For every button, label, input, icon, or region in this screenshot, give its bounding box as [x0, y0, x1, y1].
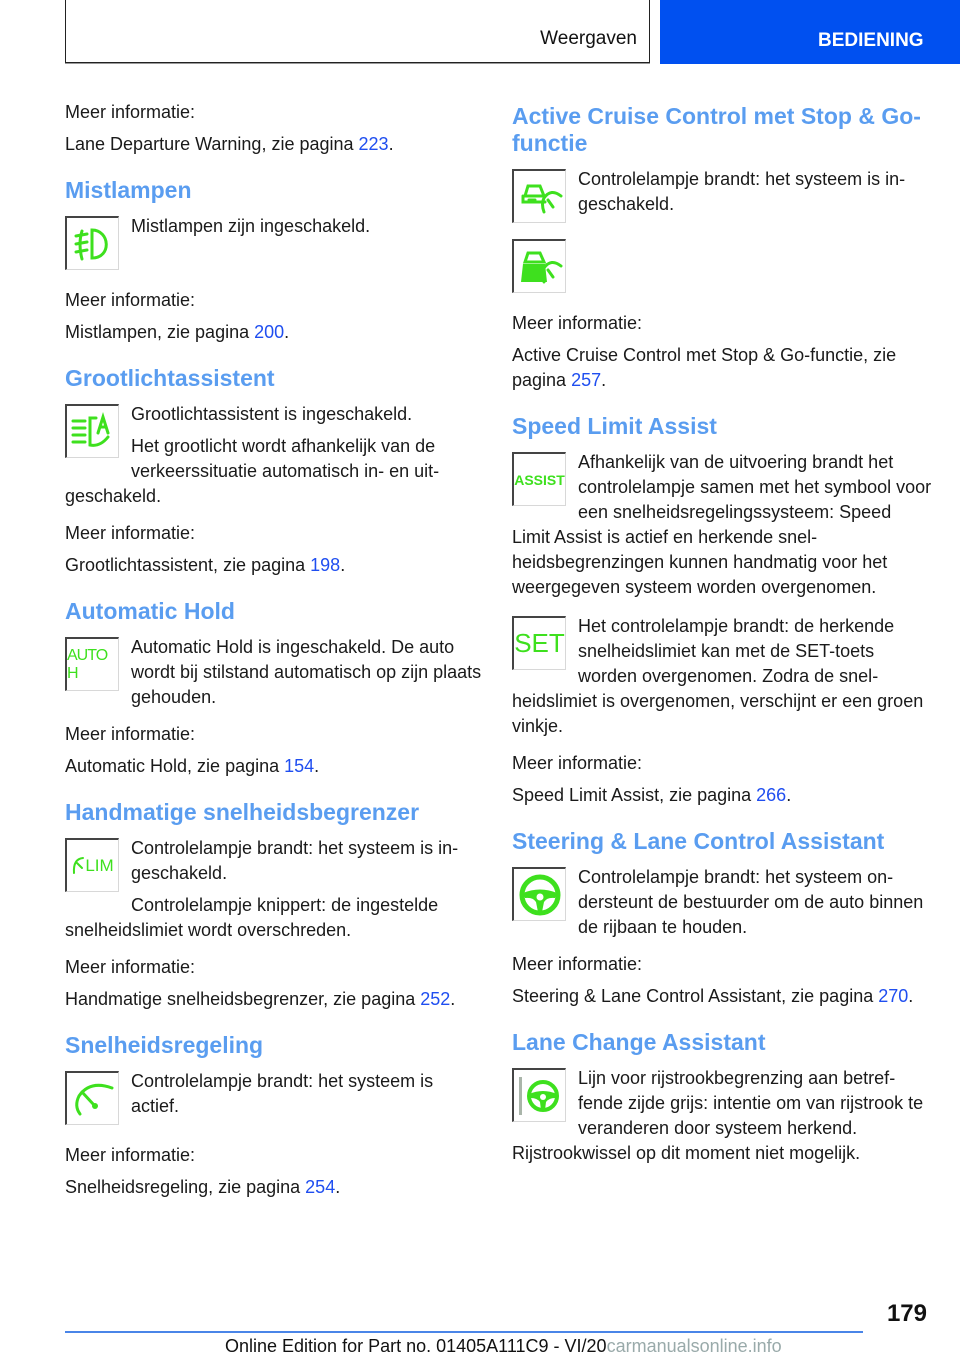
footer: [225, 1336, 782, 1357]
high-beam-assistant-icon: [65, 404, 119, 458]
right-column: Active Cruise Control met Stop & Go-functie Controlelampje brandt: het systeem is ingeschakeld. Meer informatie: Active Cruise Control met Stop & Go-functie, zie pagina 257. Speed Limit Assist ASSIST Afhankelijk van de uitvoering brandt het controlelampje samen met het symbool voor een snelheidsregelingssysteem: Speed Limit Assist is actief en herkende snelheidsbegrenzingen kunnen handmatig voor het weergegeven systeem worden overgenomen. SET Het controlelampje brandt: de herkende snelheidslimiet kan met de SET-toets worden overgenomen. Zodra de snelheidslimiet is overgenomen, verschijnt er een groen vinkje. Meer informatie: Speed Limit Assist, zie pagina 266. Steering & Lane Control Assistant Controlelampje brandt: het systeem ondersteunt de bestuurder om de auto binnen de rijbaan te houden. Meer informatie: Steering & Lane Control Assistant, zie pagina 270. Lane Change Assistant Lijn voor rijstrookbegrenzing aan betreffende zijde grijs: intentie om van rijstrook te veranderen door systeem herkend. Rijstrookwissel op dit moment niet mogelijk.: [512, 100, 932, 1174]
header-chapter-tab: [660, 0, 960, 64]
indicator-entry: Controlelampje brandt: het systeem is ingeschakeld.: [512, 167, 932, 229]
page-reference: Handmatige snelheidsbegrenzer, zie pagina 252.: [65, 989, 456, 1009]
section-title: Weergaven: [540, 28, 637, 49]
section-heading-acc: Active Cruise Control met Stop & Go-functie: [512, 103, 921, 156]
section-heading-steering-lane-control: Steering & Lane Control Assistant: [512, 828, 885, 854]
acc-icon: [512, 169, 566, 223]
page-link[interactable]: 154: [284, 756, 315, 776]
page-link[interactable]: 200: [254, 322, 285, 342]
indicator-entry: LIM Controlelampje brandt: het systeem is ingeschakeld. Controlelampje knippert: de ingestelde snelheidslimiet wordt overschreden.: [65, 838, 459, 940]
left-column: Meer informatie: Lane Departure Warning, zie pagina 223. Mistlampen Mistlampen zijn ingeschakeld. Meer informatie: Mistlampen, zie pagina 200. Grootlichtassistent Grootlichtassistent is ingeschakeld. Het grootlicht wordt afhankelijk van de verkeerssituatie automatisch in- en uitgeschakeld. Meer informatie: Grootlichtassistent, zie pagina 198. Automatic Hold AUTO H Automatic Hold is ingeschakeld. De auto wordt bij stilstand automatisch op zijn plaats gehouden. Meer informatie: Automatic Hold, zie pagina 154. Handmatige snelheidsbegrenzer LIM Controlelampje brandt: het systeem is ingeschakeld. Controlelampje knippert: de ingestelde snelheidslimiet wordt overschreden. Meer informatie: Handmatige snelheidsbegrenzer, zie pagina 252. Snelheidsregeling Controlelampje brandt: het systeem is actief. Meer informatie: Snelheidsregeling, zie pagina 254.: [65, 100, 483, 1200]
page-link[interactable]: 270: [878, 986, 909, 1006]
page-reference: Mistlampen, zie pagina 200.: [65, 322, 290, 342]
section-heading-lane-change-assistant: Lane Change Assistant: [512, 1029, 766, 1055]
page-link[interactable]: 198: [310, 555, 341, 575]
indicator-entry: Controlelampje brandt: het systeem ondersteunt de bestuurder om de auto binnen de rijbaan te houden.: [512, 865, 932, 940]
page-reference: Active Cruise Control met Stop & Go-functie, zie pagina 257.: [512, 345, 897, 390]
page-number: 179: [886, 1300, 927, 1327]
indicator-entry: [512, 237, 932, 299]
page-link[interactable]: 266: [756, 785, 787, 805]
page-link[interactable]: 257: [571, 370, 602, 390]
chapter-title: BEDIENING: [818, 30, 924, 51]
section-heading-speed-limiter: Handmatige snelheidsbegrenzer: [65, 799, 420, 825]
cruise-control-icon: [65, 1071, 119, 1125]
page-reference: Grootlichtassistent, zie pagina 198.: [65, 555, 346, 575]
watermark: carmanualsonline.info: [606, 1336, 782, 1356]
indicator-entry: Mistlampen zijn ingeschakeld.: [65, 214, 483, 276]
speed-limiter-icon: LIM: [65, 838, 119, 892]
section-heading-mistlampen: Mistlampen: [65, 177, 192, 203]
steering-wheel-icon: [512, 867, 566, 921]
indicator-entry: AUTO H Automatic Hold is ingeschakeld. De auto wordt bij stilstand automatisch op zijn plaats gehouden.: [67, 637, 482, 707]
header-section-tab: [65, 0, 650, 63]
section-heading-grootlichtassistent: Grootlichtassistent: [65, 365, 275, 391]
auto-hold-icon: AUTO H: [65, 637, 119, 691]
page-reference: Automatic Hold, zie pagina 154.: [65, 756, 320, 776]
lane-change-steering-icon: [512, 1068, 566, 1122]
page-reference: Speed Limit Assist, zie pagina 266.: [512, 785, 792, 805]
assist-icon: ASSIST: [512, 452, 566, 506]
page-link[interactable]: 223: [358, 134, 389, 154]
page-link[interactable]: 254: [305, 1177, 336, 1197]
set-icon: SET: [512, 616, 566, 670]
footer-divider: [65, 1331, 863, 1333]
indicator-entry: SET Het controlelampje brandt: de herkende snelheidslimiet kan met de SET-toets worden overgenomen. Zodra de snelheidslimiet is overgenomen, verschijnt er een groen vinkje.: [512, 616, 924, 736]
indicator-entry: Lijn voor rijstrookbegrenzing aan betreffende zijde grijs: intentie om van rijstrook te veranderen door systeem herkend. Rijstrookwissel op dit moment niet mogelijk.: [512, 1068, 924, 1163]
page-reference: Snelheidsregeling, zie pagina 254.: [65, 1177, 341, 1197]
meta-label: Meer informatie:: [65, 102, 196, 122]
page-link[interactable]: 252: [420, 989, 451, 1009]
indicator-entry: Controlelampje brandt: het systeem is actief.: [65, 1069, 483, 1131]
section-heading-cruise-control: Snelheidsregeling: [65, 1032, 264, 1058]
section-heading-automatic-hold: Automatic Hold: [65, 598, 235, 624]
acc-vehicle-detected-icon: [512, 239, 566, 293]
section-heading-speed-limit-assist: Speed Limit Assist: [512, 413, 717, 439]
indicator-entry: Grootlichtassistent is ingeschakeld. Het grootlicht wordt afhankelijk van de verkeerssituatie automatisch in- en uitgeschakeld.: [65, 404, 440, 506]
fog-light-icon: [65, 216, 119, 270]
edition-text: Online Edition for Part no. 01405A111C9 - VI/20: [225, 1336, 607, 1356]
page-reference: Steering & Lane Control Assistant, zie pagina 270.: [512, 986, 914, 1006]
page-reference: Lane Departure Warning, zie pagina 223.: [65, 134, 394, 154]
indicator-entry: ASSIST Afhankelijk van de uitvoering brandt het controlelampje samen met het symbool voor een snelheidsregelingssysteem: Speed Limit Assist is actief en herkende snelheidsbegrenzingen kunnen handmatig voor het weergegeven systeem worden overgenomen.: [512, 452, 932, 597]
